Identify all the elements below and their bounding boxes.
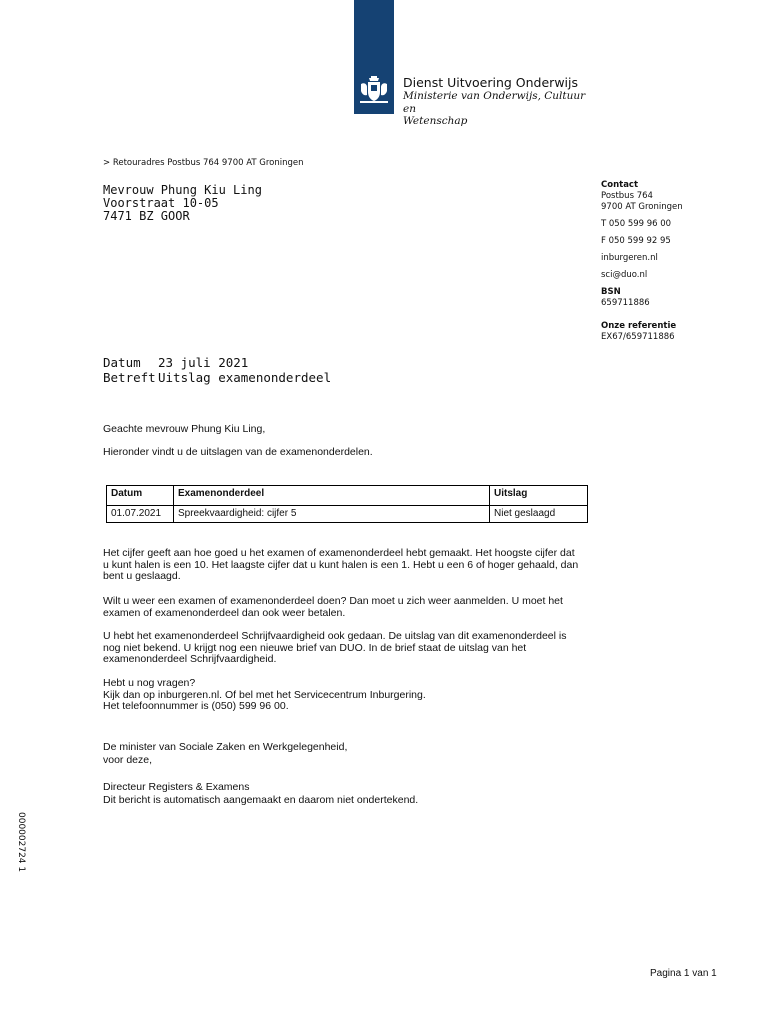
paragraph-writing-skills xyxy=(103,631,588,666)
text-line: examenonderdeel Schrijfvaardigheid. xyxy=(103,653,277,665)
text-line: Het telefoonnummer is (050) 599 96 00. xyxy=(103,700,289,712)
coat-of-arms-icon xyxy=(356,74,392,106)
text-line: bent u geslaagd. xyxy=(103,570,181,582)
column-header-exam-part: Examenonderdeel xyxy=(174,486,490,506)
closing-block xyxy=(103,741,588,767)
contact-sidebar xyxy=(601,180,741,343)
paragraph-questions xyxy=(103,678,588,713)
column-header-result: Uitslag xyxy=(490,486,588,506)
ministry-line-2: Wetenschap xyxy=(403,115,468,127)
closing-minister: De minister van Sociale Zaken en Werkgelegenheid, xyxy=(103,741,348,753)
cell-result: Niet geslaagd xyxy=(490,506,588,523)
contact-phone: T 050 599 96 00 xyxy=(601,219,672,229)
text-line: Hebt u nog vragen? xyxy=(103,677,196,689)
ministry-line-1: Ministerie van Onderwijs, Cultuur en xyxy=(403,90,586,115)
contact-fax: F 050 599 92 95 xyxy=(601,236,671,246)
table-row xyxy=(107,506,588,523)
letter-meta xyxy=(103,355,331,385)
org-name: Dienst Uitvoering Onderwijs xyxy=(403,75,579,90)
text-line: U hebt het examenonderdeel Schrijfvaardigheid ook gedaan. De uitslag van dit examenonderdeel is xyxy=(103,630,567,642)
subject-label: Betreft xyxy=(103,370,156,385)
cell-exam-part: Spreekvaardigheid: cijfer 5 xyxy=(174,506,490,523)
recipient-address xyxy=(103,184,262,223)
text-line: nog niet bekend. U krijgt nog een nieuwe brief van DUO. In de brief staat de uitslag van het xyxy=(103,641,527,654)
contact-postal-city: 9700 AT Groningen xyxy=(601,202,683,212)
paragraph-retake xyxy=(103,596,588,619)
document-code: 000002724 1 xyxy=(16,812,26,873)
date-label: Datum xyxy=(103,355,141,370)
date-value: 23 juli 2021 xyxy=(158,355,249,370)
auto-generated-note: Dit bericht is automatisch aangemaakt en daarom niet ondertekend. xyxy=(103,794,419,806)
date-row xyxy=(103,355,331,370)
subject-row xyxy=(103,370,331,385)
recipient-city: 7471 BZ GOOR xyxy=(103,209,190,223)
table-header-row xyxy=(107,486,588,506)
recipient-name: Mevrouw Phung Kiu Ling xyxy=(103,183,262,197)
salutation: Geachte mevrouw Phung Kiu Ling, xyxy=(103,423,266,435)
recipient-street: Voorstraat 10-05 xyxy=(103,196,219,210)
text-line: u kunt halen is een 10. Het laagste cijfer dat u kunt halen is een 1. Hebt u een 6 of hoger gehaald, dan xyxy=(103,558,579,571)
ministry-name xyxy=(403,90,593,128)
contact-label: Contact xyxy=(601,180,639,190)
intro-text: Hieronder vindt u de uitslagen van de examenonderdelen. xyxy=(103,446,373,458)
page-number: Pagina 1 van 1 xyxy=(650,968,717,979)
column-header-date: Datum xyxy=(107,486,174,506)
text-line: examen of examenonderdeel dan ook weer betalen. xyxy=(103,606,346,619)
contact-website[interactable]: inburgeren.nl xyxy=(601,253,658,263)
reference-label: Onze referentie xyxy=(601,321,677,331)
contact-postbus: Postbus 764 xyxy=(601,191,653,201)
text-line: Wilt u weer een examen of examenonderdeel doen? Dan moet u zich weer aanmelden. U moet het xyxy=(103,595,563,607)
text-line: Kijk dan op inburgeren.nl. Of bel met het Servicecentrum Inburgering. xyxy=(103,688,426,701)
signature-block xyxy=(103,781,588,807)
return-address: > Retouradres Postbus 764 9700 AT Groningen xyxy=(103,158,304,168)
paragraph-grade-explanation xyxy=(103,548,588,583)
bsn-value: 659711886 xyxy=(601,298,650,308)
reference-value: EX67/659711886 xyxy=(601,332,675,342)
text-line: Het cijfer geeft aan hoe goed u het examen of examenonderdeel hebt gemaakt. Het hoogste cijfer dat xyxy=(103,547,575,559)
closing-for: voor deze, xyxy=(103,754,153,766)
cell-date: 01.07.2021 xyxy=(107,506,174,523)
contact-email[interactable]: sci@duo.nl xyxy=(601,270,648,280)
signatory-title: Directeur Registers & Examens xyxy=(103,781,250,793)
bsn-label: BSN xyxy=(601,287,621,297)
subject-value: Uitslag examenonderdeel xyxy=(158,370,332,385)
results-table xyxy=(106,485,588,523)
